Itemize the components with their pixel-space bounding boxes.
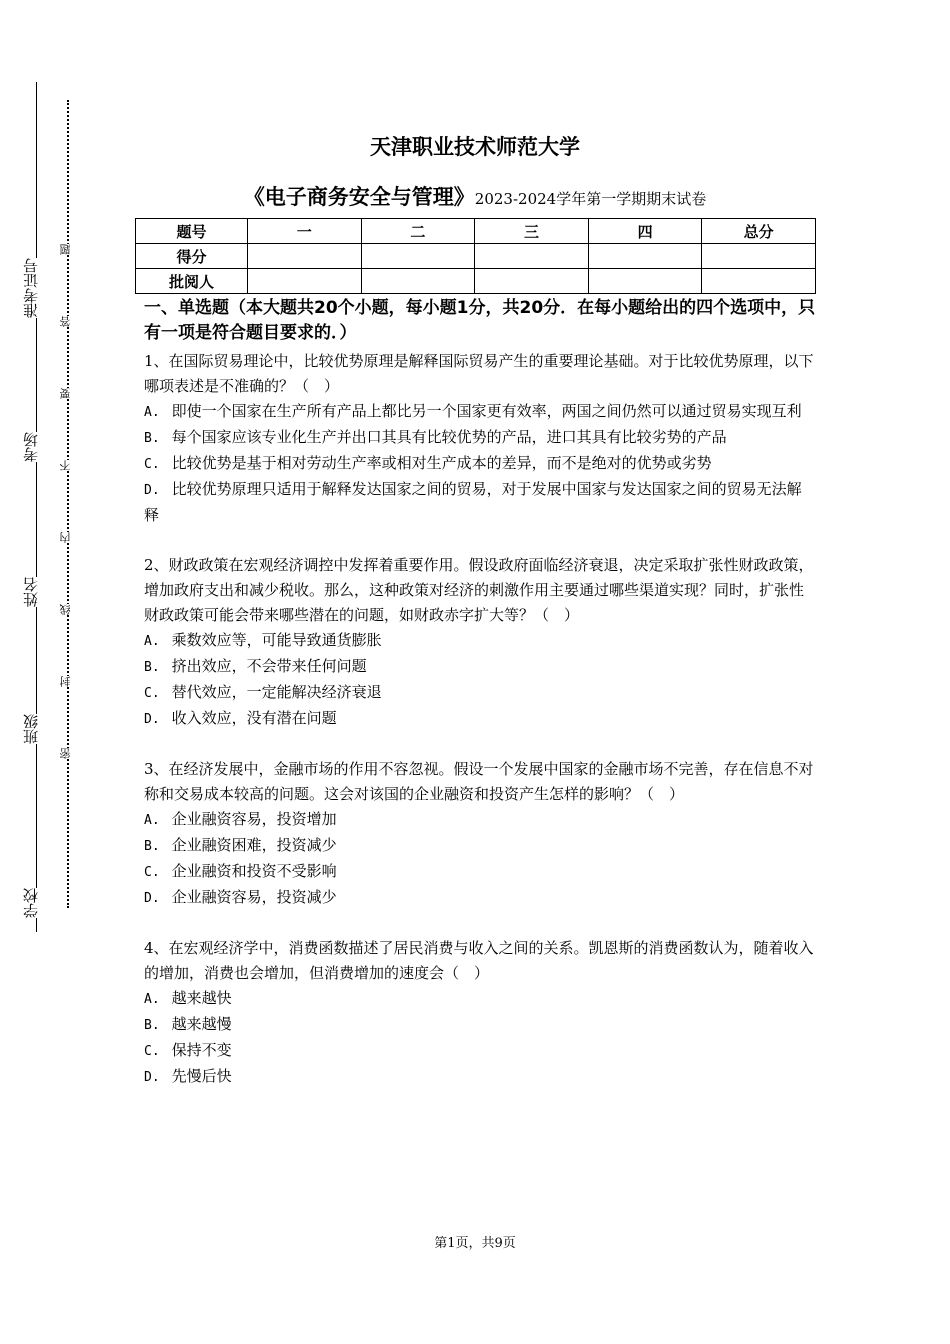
seal-char: 不 xyxy=(59,460,72,471)
option-d: D. 企业融资容易，投资减少 xyxy=(144,888,337,906)
exam-title xyxy=(0,181,950,211)
table-row xyxy=(136,244,816,269)
section-heading: 一、单选题（本大题共20个小题，每小题1分，共20分．在每小题给出的四个选项中，只有一项是符合题目要求的．） xyxy=(144,298,816,343)
row-label: 题号 xyxy=(136,219,248,244)
question-1 xyxy=(144,349,816,528)
option-b: B. 挤出效应，不会带来任何问题 xyxy=(144,657,367,675)
question-stem: 4、在宏观经济学中，消费函数描述了居民消费与收入之间的关系。凯恩斯的消费函数认为，随着收入的增加，消费也会增加，但消费增加的速度会（ ） xyxy=(144,939,814,982)
option-a: A. 乘数效应等，可能导致通货膨胀 xyxy=(144,631,382,649)
option-c: C. 保持不变 xyxy=(144,1041,232,1059)
name-label: 姓名 xyxy=(23,577,43,607)
question-stem: 3、在经济发展中，金融市场的作用不容忽视。假设一个发展中国家的金融市场不完善，存在信息不对称和交易成本较高的问题。这会对该国的企业融资和投资产生怎样的影响？（ ） xyxy=(144,760,814,803)
column-header: 一 xyxy=(248,219,362,244)
option-b: B. 越来越慢 xyxy=(144,1015,232,1033)
option-b: B. 企业融资困难，投资减少 xyxy=(144,836,337,854)
option-a: A. 即使一个国家在生产所有产品上都比另一个国家更有效率，两国之间仍然可以通过贸易实现互利 xyxy=(144,402,802,420)
option-a: A. 企业融资容易，投资增加 xyxy=(144,810,337,828)
question-3 xyxy=(144,757,816,911)
row-label: 批阅人 xyxy=(136,269,248,294)
school-label: 学校 xyxy=(23,888,43,918)
class-label: 班级 xyxy=(23,714,43,744)
score-cell xyxy=(475,244,589,269)
exam-content xyxy=(144,296,816,1115)
seal-char: 线 xyxy=(59,604,72,615)
seal-char: 题 xyxy=(59,244,72,255)
column-header: 三 xyxy=(475,219,589,244)
exam-room-label: 考场 xyxy=(23,432,43,462)
grader-cell xyxy=(475,269,589,294)
option-d: D. 比较优势原理只适用于解释发达国家之间的贸易，对于发展中国家与发达国家之间的贸易无法解释 xyxy=(144,480,802,524)
score-cell xyxy=(361,244,475,269)
option-b: B. 每个国家应该专业化生产并出口其具有比较优势的产品，进口其具有比较劣势的产品 xyxy=(144,428,727,446)
table-row xyxy=(136,269,816,294)
seal-char: 封 xyxy=(59,676,72,687)
seal-dotted-line xyxy=(67,100,69,908)
seal-char: 内 xyxy=(59,532,72,543)
question-stem: 2、财政政策在宏观经济调控中发挥着重要作用。假设政府面临经济衰退，决定采取扩张性财政政策，增加政府支出和减少税收。那么，这种政策对经济的刺激作用主要通过哪些渠道实现？同时，扩张性财政政策可能会带来哪些潜在的问题，如财政赤字扩大等？（ ） xyxy=(144,556,814,624)
column-header: 总分 xyxy=(702,219,816,244)
exam-term: 2023-2024学年第一学期期末试卷 xyxy=(474,190,707,208)
column-header: 二 xyxy=(361,219,475,244)
option-d: D. 先慢后快 xyxy=(144,1067,232,1085)
seal-char: 答 xyxy=(59,316,72,327)
seal-char: 要 xyxy=(59,388,72,399)
score-cell xyxy=(588,244,702,269)
row-label: 得分 xyxy=(136,244,248,269)
table-row xyxy=(136,219,816,244)
grader-cell xyxy=(702,269,816,294)
question-4 xyxy=(144,936,816,1090)
option-c: C. 比较优势是基于相对劳动生产率或相对生产成本的差异，而不是绝对的优势或劣势 xyxy=(144,454,712,472)
question-2 xyxy=(144,553,816,732)
score-cell xyxy=(248,244,362,269)
page-footer: 第1页，共9页 xyxy=(434,1236,516,1251)
column-header: 四 xyxy=(588,219,702,244)
course-name: 《电子商务安全与管理》 xyxy=(243,185,475,209)
school-title: 天津职业技术师范大学 xyxy=(370,135,580,159)
grader-cell xyxy=(588,269,702,294)
option-c: C. 企业融资和投资不受影响 xyxy=(144,862,337,880)
seal-char: 密 xyxy=(59,748,72,759)
option-a: A. 越来越快 xyxy=(144,989,232,1007)
score-table xyxy=(135,218,816,294)
score-cell xyxy=(702,244,816,269)
question-stem: 1、在国际贸易理论中，比较优势原理是解释国际贸易产生的重要理论基础。对于比较优势原理，以下哪项表述是不准确的？（ ） xyxy=(144,352,814,395)
exam-id-label: 准考证号 xyxy=(23,258,43,318)
grader-cell xyxy=(361,269,475,294)
grader-cell xyxy=(248,269,362,294)
option-c: C. 替代效应，一定能解决经济衰退 xyxy=(144,683,382,701)
option-d: D. 收入效应，没有潜在问题 xyxy=(144,709,337,727)
